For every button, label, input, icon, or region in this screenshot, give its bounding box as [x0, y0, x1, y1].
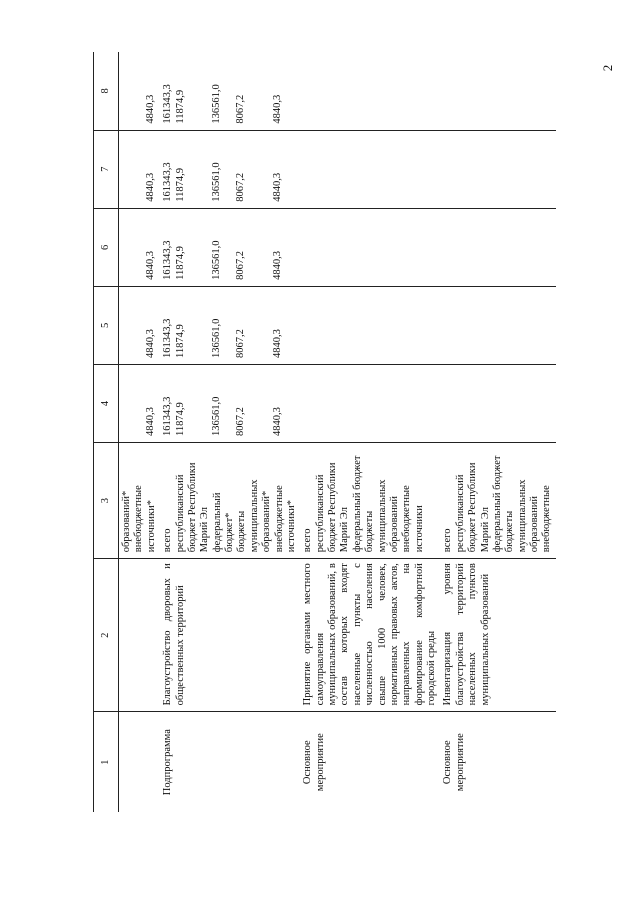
row-description: Принятие органами местного самоуправления муниципальных образований, в состав которых входят населенные пункты с численностью населения свыше 1000 человек, нормативных правовых актов, направленных на формирование комфортной городской среды [300, 559, 440, 712]
value-cell [121, 369, 133, 436]
header-col-7: 7 [94, 130, 119, 208]
value-cell [223, 291, 235, 358]
value-cell: 4840,3 [271, 329, 283, 358]
value-col-4 [160, 364, 300, 442]
table-body [119, 52, 556, 812]
value-cell: 8067,2 [235, 94, 247, 124]
value-col-7 [440, 130, 555, 208]
row-funding-sources [440, 443, 555, 559]
funding-source: внебюджетные [133, 485, 145, 553]
value-cell [260, 291, 272, 358]
value-col-6 [119, 208, 161, 286]
funding-source: федеральный бюджет [491, 455, 503, 553]
value-cell [248, 213, 260, 280]
row-description: Инвентаризация уровня благоустройства территорий населенных пунктов муниципальных образований [440, 559, 555, 712]
rotated-table-wrapper [93, 52, 617, 812]
table-row [300, 52, 440, 812]
value-col-8 [300, 52, 440, 130]
value-cell: 11874,9 [174, 246, 186, 280]
value-col-5 [160, 286, 300, 364]
funding-source: республиканский [314, 474, 326, 553]
row-funding-sources [300, 443, 440, 559]
value-cell: 4840,3 [145, 250, 156, 280]
funding-source: Марий Эл [339, 507, 351, 553]
value-cell [133, 369, 145, 436]
funding-source: бюджет* [224, 512, 235, 553]
value-cell [199, 369, 211, 436]
row-funding-sources [119, 443, 161, 559]
header-col-6: 6 [94, 208, 119, 286]
value-cell [199, 213, 211, 280]
funding-source: бюджет Республики [327, 462, 338, 553]
value-col-7 [119, 130, 161, 208]
table-row [119, 52, 161, 812]
value-cell: 161343,3 [162, 84, 174, 124]
value-cell [121, 291, 133, 358]
value-col-7 [300, 130, 440, 208]
row-description [119, 559, 161, 712]
value-cell [199, 135, 211, 202]
value-cell: 4840,3 [145, 172, 156, 202]
value-cell [248, 56, 260, 124]
value-cell [248, 291, 260, 358]
value-cell: 8067,2 [235, 407, 247, 437]
funding-source: бюджеты [236, 510, 248, 553]
value-cell [121, 135, 133, 202]
value-cell: 4840,3 [271, 407, 283, 437]
value-cell: 136561,0 [210, 396, 222, 437]
value-cell: 161343,3 [162, 396, 174, 437]
funding-source: Марий Эл [479, 507, 491, 553]
value-col-4 [119, 364, 161, 442]
value-cell [260, 135, 272, 202]
value-cell: 136561,0 [210, 240, 222, 280]
row-funding-sources [160, 443, 300, 559]
value-cell [260, 56, 272, 124]
value-cell [260, 213, 272, 280]
value-cell [187, 369, 199, 436]
value-cell [223, 213, 235, 280]
value-cell [284, 291, 296, 358]
funding-source: образований* [121, 490, 132, 553]
header-col-8: 8 [94, 52, 119, 130]
funding-source: федеральный бюджет [351, 455, 363, 553]
funding-source: бюджеты [504, 510, 516, 553]
value-col-6 [160, 208, 300, 286]
value-cell [187, 291, 199, 358]
funding-source: внебюджетные [273, 485, 285, 553]
funding-source: источники [413, 505, 425, 553]
value-cell: 11874,9 [174, 402, 186, 437]
value-col-8 [160, 52, 300, 130]
value-col-4 [440, 364, 555, 442]
value-cell: 4840,3 [145, 329, 156, 358]
row-description: Благоустройство дворовых и общественных территорий [160, 559, 300, 712]
value-col-6 [440, 208, 555, 286]
funding-source: источники* [145, 499, 157, 553]
row-name: Подпрограмма [162, 729, 174, 796]
funding-source: внебюджетные [401, 485, 413, 553]
value-cell [133, 291, 145, 358]
header-col-4: 4 [94, 364, 119, 442]
value-cell: 4840,3 [145, 407, 156, 437]
value-col-7 [160, 130, 300, 208]
value-col-5 [440, 286, 555, 364]
funding-source: республиканский [174, 474, 186, 553]
table-row [440, 52, 555, 812]
table-row [160, 52, 300, 812]
value-cell: 8067,2 [235, 329, 247, 358]
row-name [119, 712, 161, 812]
value-cell [284, 213, 296, 280]
value-cell [199, 291, 211, 358]
value-cell: 4840,3 [271, 250, 283, 280]
value-cell [187, 135, 199, 202]
funding-source: всего [162, 528, 174, 553]
value-cell: 136561,0 [210, 84, 222, 124]
row-name: Основное мероприятие [302, 733, 326, 792]
value-cell: 4840,3 [145, 94, 156, 124]
value-cell [284, 56, 296, 124]
value-cell: 136561,0 [210, 318, 222, 358]
value-col-8 [440, 52, 555, 130]
funding-source: всего [302, 528, 314, 553]
value-col-6 [300, 208, 440, 286]
funding-source: муниципальных [516, 479, 528, 553]
value-cell: 4840,3 [271, 94, 283, 124]
funding-source: федеральный [211, 492, 223, 553]
value-col-4 [300, 364, 440, 442]
funding-source: муниципальных [248, 479, 260, 553]
funding-source: образований [529, 496, 540, 553]
value-cell [199, 56, 211, 124]
value-cell: 161343,3 [162, 162, 174, 202]
value-col-5 [300, 286, 440, 364]
header-col-5: 5 [94, 286, 119, 364]
funding-source: образований [388, 496, 400, 553]
funding-source: республиканский [454, 474, 466, 553]
header-col-2: 2 [94, 559, 119, 712]
value-cell: 136561,0 [210, 162, 222, 202]
value-cell [223, 135, 235, 202]
value-cell: 161343,3 [162, 240, 174, 280]
value-cell [284, 369, 296, 436]
funding-source: бюджеты [364, 510, 376, 553]
page-number: 2 [600, 64, 615, 72]
value-cell: 11874,9 [174, 168, 186, 202]
value-cell: 8067,2 [235, 172, 247, 202]
funding-source: источники* [285, 499, 297, 553]
value-cell [187, 56, 199, 124]
value-cell: 161343,3 [162, 318, 174, 358]
value-cell [133, 135, 145, 202]
value-col-5 [119, 286, 161, 364]
value-cell [133, 213, 145, 280]
budget-table [93, 52, 556, 812]
value-cell [248, 369, 260, 436]
header-row [94, 52, 119, 812]
funding-source: бюджет Республики [467, 462, 479, 553]
value-cell [284, 135, 296, 202]
value-cell: 11874,9 [174, 89, 186, 124]
funding-source: бюджет Республики [186, 462, 198, 553]
header-col-1: 1 [94, 712, 119, 812]
value-cell: 8067,2 [235, 250, 247, 280]
value-cell [121, 213, 133, 280]
value-cell [248, 135, 260, 202]
funding-source: муниципальных [376, 479, 388, 553]
value-cell: 11874,9 [174, 324, 186, 358]
value-cell: 4840,3 [271, 172, 283, 202]
value-cell [223, 56, 235, 124]
value-cell [187, 213, 199, 280]
funding-source: образований* [261, 490, 273, 553]
funding-source: Марий Эл [199, 507, 211, 553]
header-col-3: 3 [94, 443, 119, 559]
funding-source: всего [442, 528, 454, 553]
value-col-8 [119, 52, 161, 130]
value-cell [121, 56, 133, 124]
funding-source: внебюджетные [541, 485, 553, 553]
row-name: Основное мероприятие [442, 733, 466, 792]
value-cell [133, 56, 145, 124]
value-cell [223, 369, 235, 436]
value-cell [260, 369, 272, 436]
